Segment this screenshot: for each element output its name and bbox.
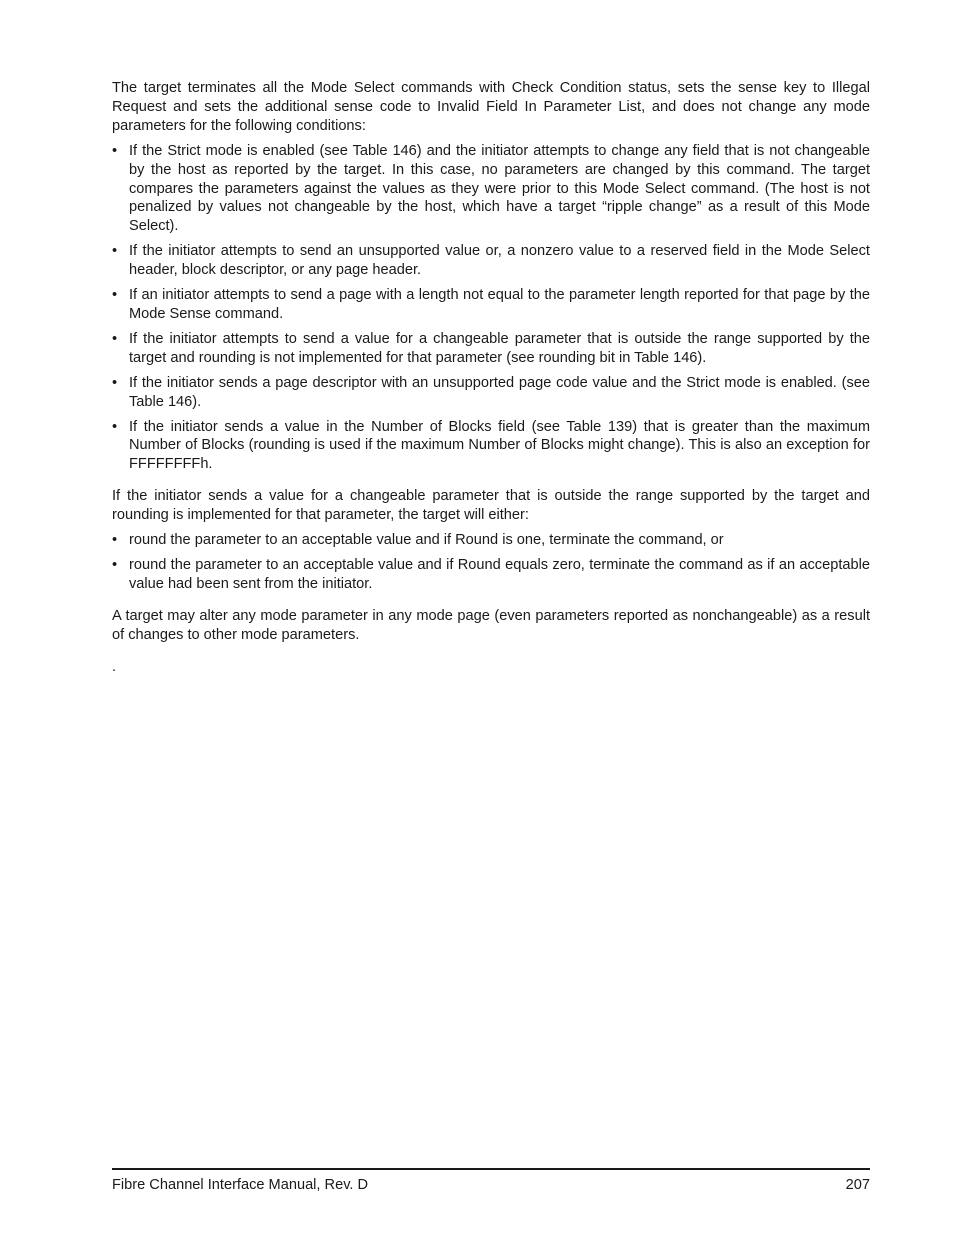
list-item-text: If the initiator attempts to send a value for a changeable parameter that is outside the range supported by the target and rounding is not implemented for that parameter (see rounding bit in Table 146). (129, 330, 870, 366)
rounding-list (112, 531, 870, 594)
list-item (112, 418, 870, 475)
bullet-icon: • (112, 556, 118, 573)
bullet-icon: • (112, 330, 118, 347)
page-content (112, 79, 870, 676)
footer-title: Fibre Channel Interface Manual, Rev. D (112, 1177, 369, 1193)
bullet-icon: • (112, 374, 118, 391)
bullet-icon: • (112, 418, 118, 435)
trailing-period: . (112, 658, 117, 675)
page-number: 207 (845, 1177, 870, 1193)
list-item (112, 374, 870, 412)
list-item (112, 330, 870, 368)
list-item-text: If the initiator sends a value in the Number of Blocks field (see Table 139) that is greater than the maximum Number of Blocks (rounding is used if the maximum Number of Blocks might change). This is also an exception for FFFFFFFFh. (129, 418, 870, 473)
rounding-paragraph: If the initiator sends a value for a changeable parameter that is outside the range supported by the target and rounding is implemented for that parameter, the target will either: (112, 488, 870, 524)
bullet-icon: • (112, 142, 118, 159)
list-item (112, 242, 870, 280)
bullet-icon: • (112, 287, 118, 304)
intro-paragraph: The target terminates all the Mode Select commands with Check Condition status, sets the sense key to Illegal Request and sets the additional sense code to Invalid Field In Parameter List, and does not change any mode parameters for the following conditions: (112, 80, 870, 134)
list-item-text: round the parameter to an acceptable value and if Round equals zero, terminate the command as if an acceptable value had been sent from the initiator. (129, 556, 870, 592)
alter-note-paragraph: A target may alter any mode parameter in any mode page (even parameters reported as nonchangeable) as a result of changes to other mode parameters. (112, 607, 870, 643)
bullet-icon: • (112, 532, 118, 549)
bullet-icon: • (112, 243, 118, 260)
list-item (112, 286, 870, 324)
footer-rule (112, 1168, 870, 1170)
condition-list (112, 142, 870, 475)
list-item-text: If the initiator sends a page descriptor with an unsupported page code value and the Strict mode is enabled. (see Table 146). (129, 374, 870, 410)
list-item-text: If the initiator attempts to send an unsupported value or, a nonzero value to a reserved field in the Mode Select header, block descriptor, or any page header. (129, 243, 870, 279)
list-item-text: If an initiator attempts to send a page with a length not equal to the parameter length reported for that page by the Mode Sense command. (129, 287, 870, 322)
list-item (112, 142, 870, 237)
page-footer (112, 1176, 870, 1194)
list-item-text: round the parameter to an acceptable value and if Round is one, terminate the command, or (129, 532, 724, 549)
list-item (112, 556, 870, 594)
list-item-text: If the Strict mode is enabled (see Table 146) and the initiator attempts to change any field that is not changeable by the host as reported by the target. In this case, no parameters are changed by this command. The target compares the parameters against the values as they were prior to this Mode Select command. (The host is not penalized by values not changeable by the host, which have a target “ripple change” as a result of this Mode Select). (129, 142, 870, 235)
list-item (112, 531, 870, 550)
